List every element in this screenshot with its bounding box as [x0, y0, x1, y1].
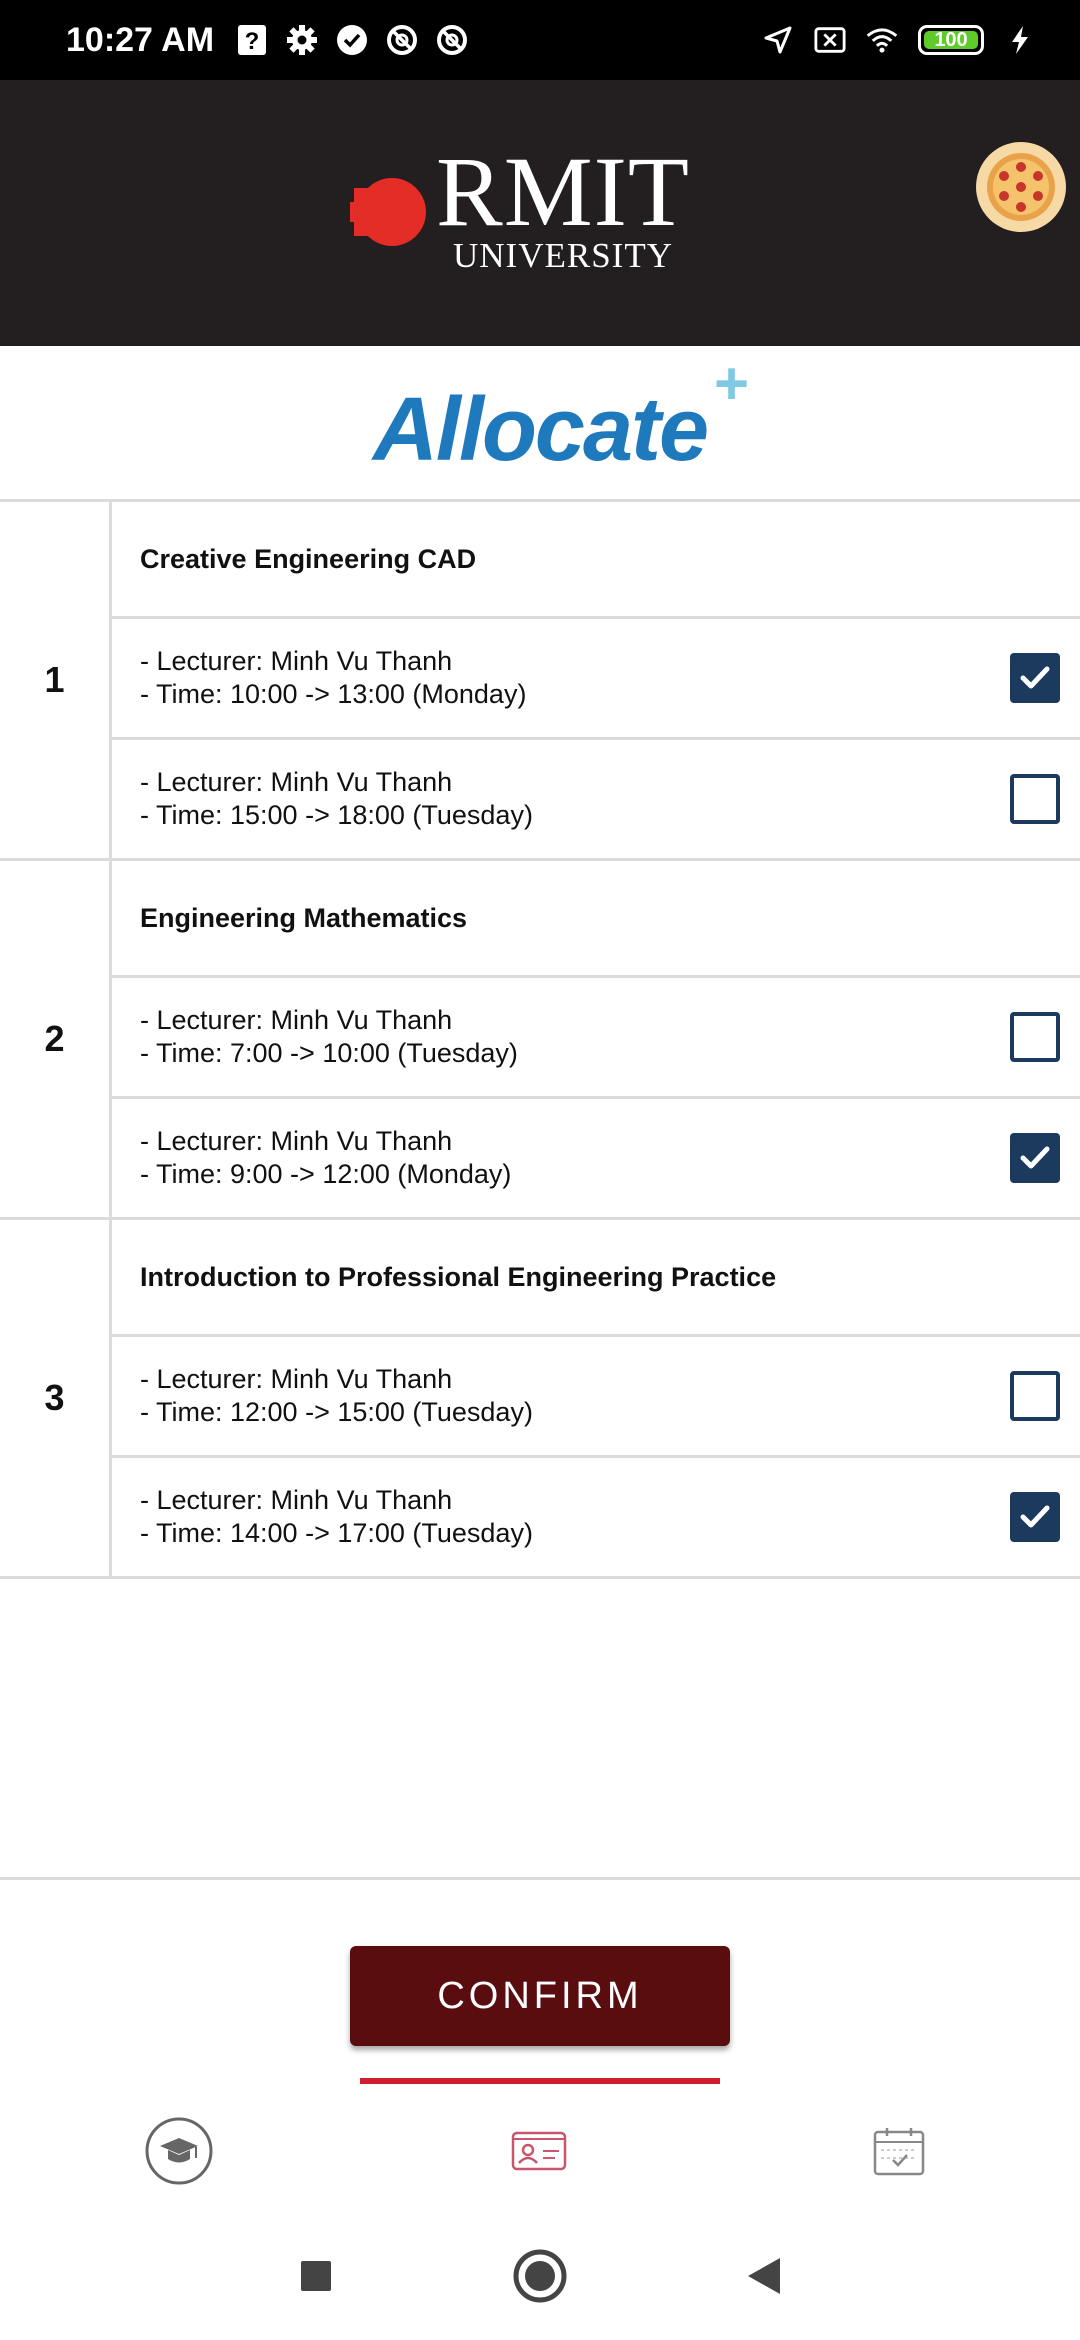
- course-number: 3: [0, 1220, 112, 1576]
- do-not-disturb-icon: [436, 24, 468, 56]
- rmit-pixel-mark-icon: [350, 174, 426, 250]
- course-title: Introduction to Professional Engineering Practice: [112, 1220, 1080, 1337]
- checkmark-icon: [1016, 1139, 1054, 1177]
- graduation-cap-icon: [144, 2116, 214, 2186]
- checkmark-icon: [1016, 1498, 1054, 1536]
- no-sim-icon: [814, 24, 846, 56]
- tab-timetable[interactable]: [864, 2116, 934, 2186]
- session-lecturer: - Lecturer: Minh Vu Thanh: [140, 1126, 453, 1156]
- back-triangle-icon: [744, 2255, 784, 2297]
- course-group: [0, 502, 1080, 861]
- course-number: 2: [0, 861, 112, 1217]
- session-checkbox[interactable]: [1010, 774, 1060, 824]
- session-checkbox[interactable]: [1010, 1371, 1060, 1421]
- svg-text:?: ?: [244, 28, 260, 55]
- session-time: - Time: 10:00 -> 13:00 (Monday): [140, 679, 527, 709]
- session-lecturer: - Lecturer: Minh Vu Thanh: [140, 767, 453, 797]
- session-row[interactable]: [112, 740, 1080, 858]
- session-row[interactable]: [112, 619, 1080, 740]
- session-lecturer: - Lecturer: Minh Vu Thanh: [140, 1005, 453, 1035]
- calendar-check-icon: [873, 2126, 925, 2176]
- course-number: 1: [0, 502, 112, 858]
- course-group: [0, 861, 1080, 1220]
- gear-icon: [286, 24, 318, 56]
- session-checkbox[interactable]: [1010, 1012, 1060, 1062]
- recents-button[interactable]: [286, 2246, 346, 2306]
- bottom-panel: [0, 1877, 1080, 2212]
- id-card-icon: [511, 2129, 567, 2173]
- allocate-plus: +: [714, 350, 748, 417]
- session-row[interactable]: [112, 1099, 1080, 1217]
- tab-courses[interactable]: [144, 2116, 214, 2186]
- charging-bolt-icon: [1004, 24, 1036, 56]
- session-lecturer: - Lecturer: Minh Vu Thanh: [140, 1485, 453, 1515]
- session-lecturer: - Lecturer: Minh Vu Thanh: [140, 1364, 453, 1394]
- session-time: - Time: 14:00 -> 17:00 (Tuesday): [140, 1518, 533, 1548]
- tab-profile[interactable]: [504, 2116, 574, 2186]
- session-checkbox[interactable]: [1010, 653, 1060, 703]
- system-nav-bar: [0, 2212, 1080, 2340]
- session-time: - Time: 7:00 -> 10:00 (Tuesday): [140, 1038, 518, 1068]
- session-time: - Time: 9:00 -> 12:00 (Monday): [140, 1159, 512, 1189]
- session-time: - Time: 15:00 -> 18:00 (Tuesday): [140, 800, 533, 830]
- battery-level: 100: [934, 28, 968, 51]
- active-tab-indicator: [360, 2078, 720, 2084]
- back-button[interactable]: [734, 2246, 794, 2306]
- session-row[interactable]: [112, 1337, 1080, 1458]
- course-group: [0, 1220, 1080, 1579]
- confirm-button[interactable]: CONFIRM: [350, 1946, 730, 2046]
- session-checkbox[interactable]: [1010, 1492, 1060, 1542]
- location-arrow-icon: [762, 24, 794, 56]
- status-system-icons: [762, 24, 1036, 56]
- home-circle-icon: [512, 2248, 568, 2304]
- status-notification-icons: [236, 24, 468, 56]
- pizza-avatar-icon[interactable]: [976, 142, 1066, 232]
- battery-icon: [918, 25, 984, 55]
- allocate-banner: [0, 346, 1080, 502]
- allocate-logo: [372, 350, 748, 482]
- status-time: 10:27 AM: [66, 20, 215, 59]
- wifi-icon: [866, 24, 898, 56]
- square-icon: [299, 2259, 333, 2293]
- course-title: Engineering Mathematics: [112, 861, 1080, 978]
- session-lecturer: - Lecturer: Minh Vu Thanh: [140, 646, 453, 676]
- status-bar: [0, 0, 1080, 80]
- app-header: [0, 80, 1080, 346]
- session-checkbox[interactable]: [1010, 1133, 1060, 1183]
- question-box-icon: [236, 24, 268, 56]
- rmit-logo: [350, 136, 690, 276]
- course-title: Creative Engineering CAD: [112, 502, 1080, 619]
- allocate-title: Allocate: [372, 380, 708, 480]
- session-time: - Time: 12:00 -> 15:00 (Tuesday): [140, 1397, 533, 1427]
- logo-university-text: UNIVERSITY: [453, 236, 673, 275]
- home-button[interactable]: [510, 2246, 570, 2306]
- check-circle-icon: [336, 24, 368, 56]
- do-not-disturb-icon: [386, 24, 418, 56]
- course-table: [0, 502, 1080, 1579]
- checkmark-icon: [1016, 659, 1054, 697]
- session-row[interactable]: [112, 1458, 1080, 1576]
- session-row[interactable]: [112, 978, 1080, 1099]
- logo-rmit-text: RMIT: [436, 136, 690, 247]
